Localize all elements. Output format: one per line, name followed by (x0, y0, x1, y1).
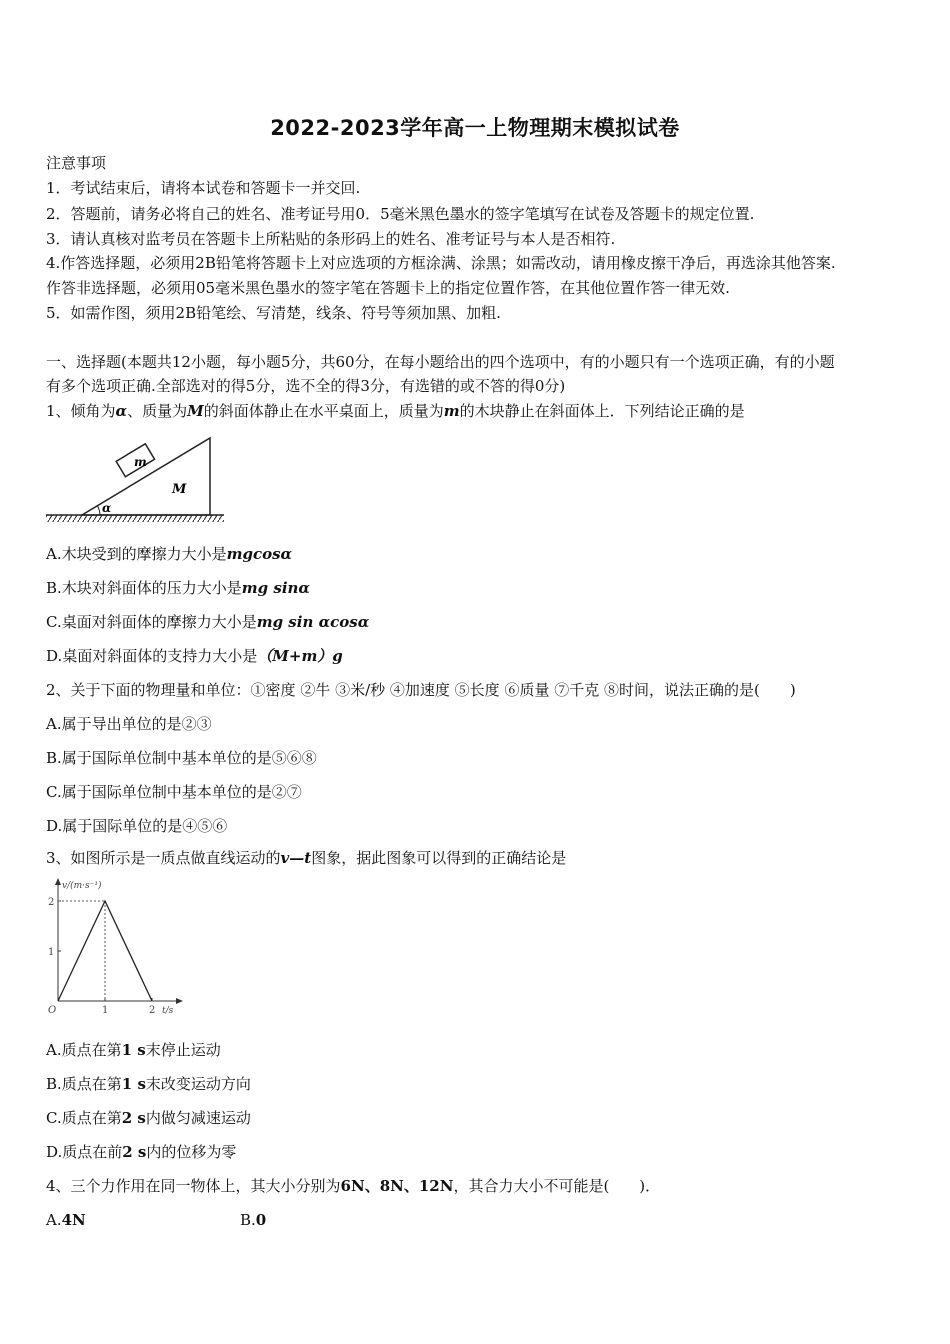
question-2-stem: 2、关于下面的物理量和单位：①密度 ②牛 ③米/秒 ④加速度 ⑤长度 ⑥质量 ⑦千克 ⑧时间，说法正确的是( ) (46, 681, 796, 699)
notice-item: 1．考试结束后，请将本试卷和答题卡一并交回. (46, 179, 361, 197)
x-tick-label: 2 (149, 1005, 156, 1016)
option-a: A.4N (46, 1211, 86, 1229)
option-c: C.桌面对斜面体的摩擦力大小是mg sin αcosα (46, 613, 370, 631)
x-axis-arrow (176, 998, 183, 1004)
notice-item: 4.作答选择题，必须用2B铅笔将答题卡上对应选项的方框涂满、涂黑；如需改动，请用橡皮擦干净后，再选涂其他答案. (46, 254, 836, 272)
section-heading: 一、选择题(本题共12小题，每小题5分，共60分，在每小题给出的四个选项中，有的小题只有一个选项正确，有的小题 (46, 353, 835, 371)
x-tick-label: 1 (102, 1005, 109, 1016)
question-4-stem: 4、三个力作用在同一物体上，其大小分别为6N、8N、12N，其合力大小不可能是( )． (46, 1177, 661, 1195)
y-axis-arrow (55, 878, 61, 885)
origin-label: O (48, 1005, 57, 1016)
option-a: A.木块受到的摩擦力大小是mgcosα (46, 545, 293, 563)
option-b: B.木块对斜面体的压力大小是mg sinα (46, 579, 310, 597)
option-d: D.质点在前2 s内的位移为零 (46, 1143, 237, 1161)
option-b: B.质点在第1 s末改变运动方向 (46, 1075, 251, 1093)
question-1-stem: 1、倾角为α、质量为M的斜面体静止在水平桌面上，质量为m的木块静止在斜面体上．下列结论正确的是 (46, 402, 745, 420)
vt-chart (44, 876, 194, 1016)
notice-item: 3．请认真核对监考员在答题卡上所粘贴的条形码上的姓名、准考证号与本人是否相符. (46, 230, 616, 248)
option-b: B.0 (240, 1211, 267, 1229)
option-d: D.桌面对斜面体的支持力大小是（M+m）g (46, 647, 343, 665)
label-alpha: α (102, 501, 112, 515)
option-c: C.质点在第2 s内做匀减速运动 (46, 1109, 251, 1127)
question-3-stem: 3、如图所示是一质点做直线运动的v—t图象，据此图象可以得到的正确结论是 (46, 849, 567, 867)
table-surface-hatch (46, 515, 224, 522)
y-axis-label: v/(m·s⁻¹) (62, 881, 102, 891)
option-a: A.属于导出单位的是②③ (46, 715, 212, 733)
x-axis-label: t/s (162, 1006, 174, 1016)
option-a: A.质点在第1 s末停止运动 (46, 1041, 221, 1059)
label-M: M (172, 482, 187, 497)
y-tick-label: 2 (48, 897, 55, 908)
label-m: m (134, 455, 147, 469)
notice-item: 5．如需作图，须用2B铅笔绘、写清楚，线条、符号等须加黑、加粗. (46, 304, 501, 322)
notice-heading: 注意事项 (46, 154, 107, 172)
notice-item: 作答非选择题，必须用05毫米黑色墨水的签字笔在答题卡上的指定位置作答，在其他位置作答一律无效. (46, 279, 730, 297)
angle-arc (98, 506, 101, 515)
incline-diagram (44, 432, 226, 528)
y-tick-label: 1 (48, 947, 55, 958)
option-d: D.属于国际单位的是④⑤⑥ (46, 817, 228, 835)
option-c: C.属于国际单位制中基本单位的是②⑦ (46, 783, 302, 801)
notice-item: 2．答题前，请务必将自己的姓名、准考证号用0．5毫米黑色墨水的签字笔填写在试卷及答题卡的规定位置. (46, 205, 755, 223)
section-heading-cont: 有多个选项正确.全部选对的得5分，选不全的得3分，有选错的或不答的得0分) (46, 377, 566, 395)
page-title: 2022-2023学年高一上物理期末模拟试卷 (270, 116, 680, 140)
option-b: B.属于国际单位制中基本单位的是⑤⑥⑧ (46, 749, 317, 767)
